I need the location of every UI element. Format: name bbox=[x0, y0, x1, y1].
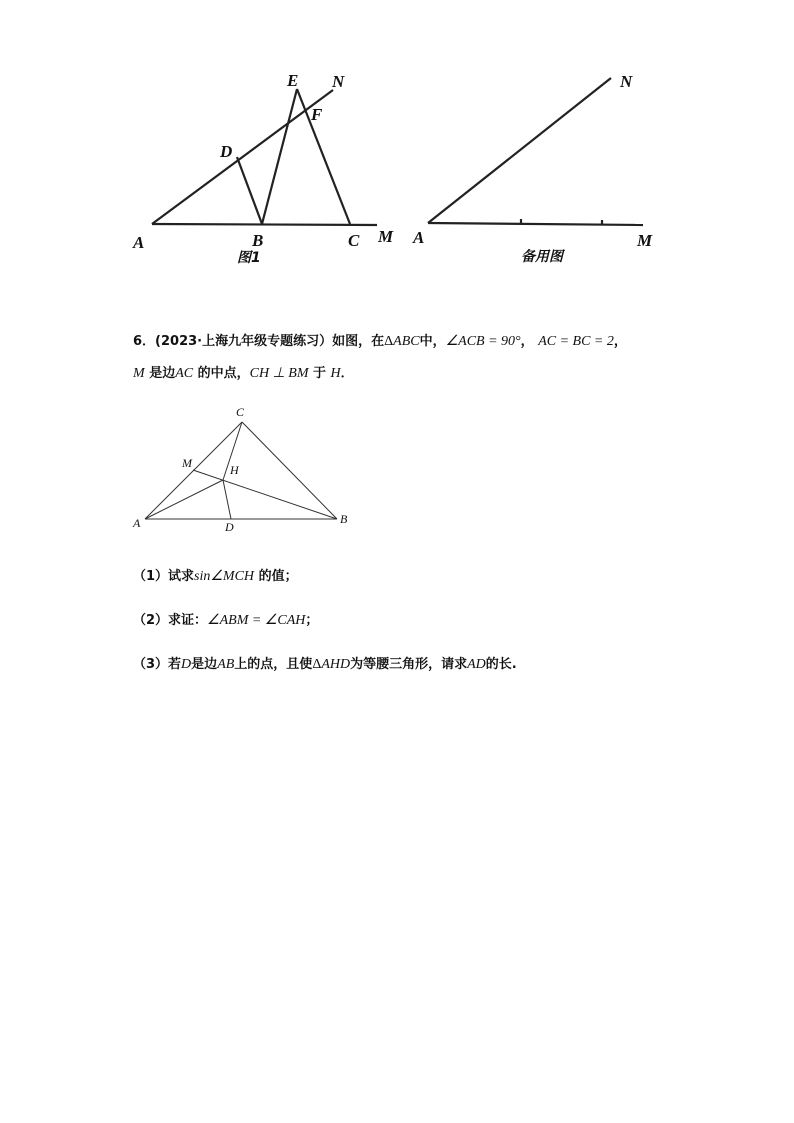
stem-text: ， bbox=[520, 334, 534, 349]
stem-text: ， bbox=[613, 334, 627, 349]
math-angle-acb: ∠ACB = 90° bbox=[445, 334, 521, 349]
caption-figure-1: 图1 bbox=[237, 250, 261, 266]
segment-ec bbox=[297, 89, 350, 224]
problem-6-stem-line1 bbox=[133, 332, 627, 352]
label-a: A bbox=[133, 516, 141, 530]
math-ahd: AHD bbox=[321, 657, 351, 672]
math-ac-bc: AC = BC = 2 bbox=[538, 334, 614, 349]
segment-mb bbox=[193, 470, 337, 519]
problem-source: (2023·上海九年级专题练习） bbox=[155, 334, 333, 349]
label-e: E bbox=[287, 71, 299, 90]
question-text: 是边 bbox=[191, 657, 218, 672]
ray-an bbox=[428, 78, 611, 223]
question-2 bbox=[133, 611, 318, 631]
side-bc bbox=[242, 422, 337, 519]
segment-be bbox=[262, 89, 297, 224]
label-n: N bbox=[620, 72, 633, 91]
segment-db bbox=[237, 157, 262, 224]
stem-text: 是边 bbox=[144, 366, 176, 381]
stem-text: 于 bbox=[308, 366, 327, 381]
label-d: D bbox=[220, 142, 233, 161]
ray-am bbox=[428, 223, 643, 225]
label-h: H bbox=[230, 463, 239, 477]
math-ch-perp-bm: CH ⊥ BM bbox=[249, 366, 309, 381]
label-f: F bbox=[311, 105, 323, 124]
problem-6-figure bbox=[125, 400, 365, 540]
question-text: 的长. bbox=[485, 657, 517, 672]
question-label: （3）若 bbox=[133, 657, 182, 672]
triangle-symbol: Δ bbox=[384, 334, 394, 349]
math-m: M bbox=[133, 366, 145, 381]
figure-1 bbox=[125, 60, 415, 280]
question-text: 上的点，且使 bbox=[234, 657, 313, 672]
question-label: （1）试求 bbox=[133, 569, 195, 584]
segment-hd bbox=[223, 480, 231, 519]
question-text: ； bbox=[305, 613, 319, 628]
math-ad: AD bbox=[467, 657, 486, 672]
ray-am bbox=[152, 224, 377, 225]
label-c: C bbox=[348, 231, 360, 250]
stem-text: 如图，在 bbox=[332, 334, 385, 349]
label-a: A bbox=[133, 233, 145, 252]
label-d: D bbox=[225, 520, 234, 534]
problem-6-stem-line2 bbox=[133, 364, 354, 384]
math-h: H bbox=[330, 366, 341, 381]
caption-spare-figure: 备用图 bbox=[521, 249, 563, 265]
label-m: M bbox=[637, 231, 653, 250]
label-c: C bbox=[236, 405, 245, 419]
label-m: M bbox=[378, 227, 394, 246]
question-3 bbox=[133, 655, 517, 675]
triangle-symbol: Δ bbox=[312, 657, 322, 672]
label-a: A bbox=[413, 228, 425, 247]
problem-number: 6． bbox=[133, 334, 156, 349]
segment-ah bbox=[145, 480, 223, 519]
math-ac: AC bbox=[175, 366, 194, 381]
math-angle-equality: ∠ABM = ∠CAH bbox=[207, 613, 306, 628]
label-m: M bbox=[182, 456, 192, 470]
question-text: 的值； bbox=[254, 569, 298, 584]
math-d: D bbox=[181, 657, 192, 672]
spare-figure bbox=[405, 60, 675, 280]
label-b: B bbox=[340, 512, 348, 526]
math-sin-mch: sin∠MCH bbox=[194, 569, 255, 584]
question-text: 为等腰三角形，请求 bbox=[350, 657, 468, 672]
label-b: B bbox=[252, 231, 264, 250]
math-abc: ABC bbox=[393, 334, 420, 349]
stem-text: ． bbox=[340, 366, 354, 381]
label-n: N bbox=[332, 72, 345, 91]
question-label: （2）求证： bbox=[133, 613, 208, 628]
stem-text: 中， bbox=[419, 334, 446, 349]
question-1 bbox=[133, 567, 298, 587]
math-ab: AB bbox=[217, 657, 235, 672]
stem-text: 的中点， bbox=[193, 366, 250, 381]
